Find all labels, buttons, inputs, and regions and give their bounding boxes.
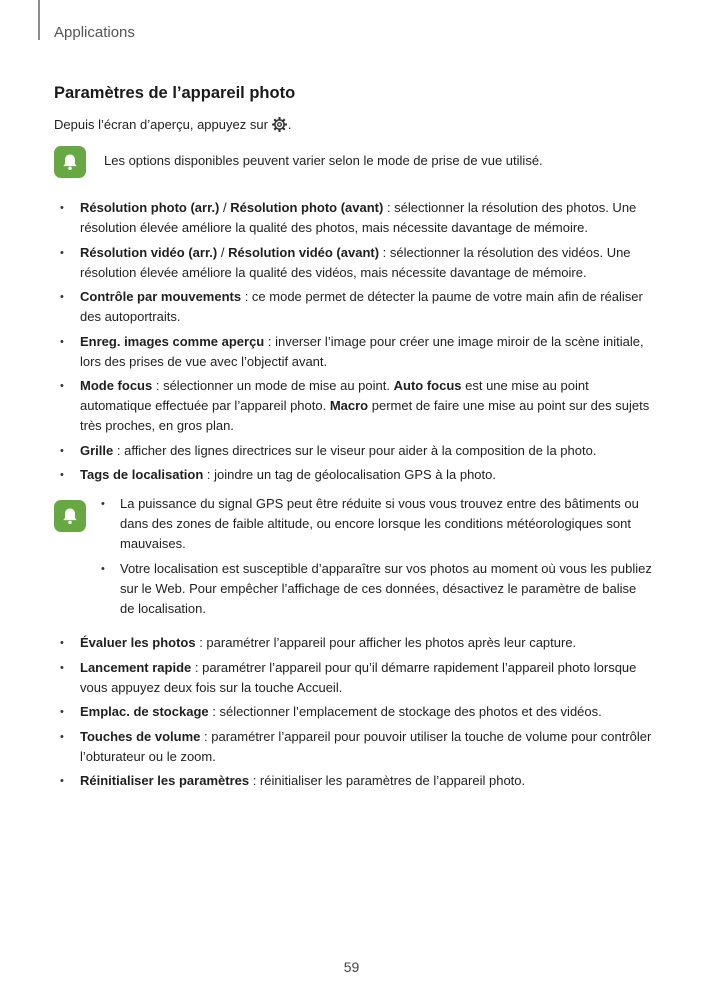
list-item: • Résolution photo (arr.) / Résolution photo (avant) : sélectionner la résolution des photos. Une résolution élevée améliore la qualité des photos, mais nécessite davantage de mémoire. (60, 200, 637, 235)
note-list (96, 494, 652, 624)
note-text: Les options disponibles peuvent varier selon le mode de prise de vue utilisé. (104, 153, 543, 168)
item-term: Grille (80, 442, 114, 458)
item-sep: / (219, 200, 231, 215)
item-term: Enreg. images comme aperçu (80, 333, 265, 349)
list-item: • Réinitialiser les paramètres : réinitialiser les paramètres de l’appareil photo. (60, 773, 526, 788)
item-term: Lancement rapide (80, 659, 192, 675)
item-desc: : ce mode permet de détecter la paume de votre main afin de réaliser des autoportraits. (80, 289, 643, 324)
page-number: 59 (343, 959, 360, 975)
list-item: • Tags de localisation : joindre un tag de géolocalisation GPS à la photo. (60, 467, 496, 482)
item-desc: : sélectionner la résolution des vidéos. Une résolution élevée améliore la qualité des vidéos, mais nécessite davantage de mémoire. (80, 244, 631, 280)
item-term: Emplac. de stockage (80, 704, 209, 719)
item-desc: : afficher des lignes directrices sur le viseur pour aider à la composition de la photo. (113, 442, 597, 458)
item-desc: : sélectionner la résolution des photos. Une résolution élevée améliore la qualité des photos, mais nécessite davantage de mémoire. (80, 200, 637, 235)
item-term: Contrôle par mouvements (80, 289, 242, 304)
note-item-text: Votre localisation est susceptible d’apparaître sur vos photos au moment où vous les publiez sur le Web. Pour empêcher l’affichage de ces données, désactivez le paramètre de balise de localisation. (120, 561, 652, 616)
section-header: Applications (54, 24, 135, 41)
list-item: • Mode focus : sélectionner un mode de mise au point. Auto focus est une mise au point automatique effectuée par l’appareil photo. Macro permet de faire une mise au point sur des sujets très proches, en gros plan. (60, 378, 650, 433)
item-sep: / (217, 244, 229, 260)
item-term: Résolution photo (avant) (230, 200, 384, 215)
item-desc: : paramétrer l’appareil pour pouvoir utiliser la touche de volume pour contrôler l’obturateur ou le zoom. (80, 728, 652, 764)
item-term: Résolution photo (arr.) (80, 200, 220, 215)
note-list-item: • La puissance du signal GPS peut être réduite si vous vous trouvez entre des bâtiments ou dans des zones de faible altitude, ou encore lorsque les conditions météorologiques sont mauvaises. (101, 496, 639, 551)
list-item: • Lancement rapide : paramétrer l’appareil pour qu’il démarre rapidement l’appareil photo lorsque vous appuyez deux fois sur la touche Accueil. (60, 659, 637, 695)
gear-icon (271, 116, 288, 133)
item-desc: : inverser l’image pour créer une image miroir de la scène initiale, lors des prises de vue avec l’objectif avant. (80, 333, 644, 369)
item-term: Macro (329, 398, 369, 413)
item-desc: : joindre un tag de géolocalisation GPS à la photo. (203, 467, 496, 482)
settings-list-a (54, 198, 654, 490)
item-term: Résolution vidéo (arr.) (80, 244, 218, 260)
item-desc: : paramétrer l’appareil pour afficher les photos après leur capture. (195, 635, 577, 650)
item-term: Mode focus (80, 378, 153, 393)
bell-icon (54, 500, 86, 532)
intro-text: Depuis l’écran d’aperçu, appuyez sur (54, 117, 268, 132)
page-title: Paramètres de l’appareil photo (54, 84, 296, 102)
item-desc: permet de faire une mise au point sur des sujets très proches, en gros plan. (80, 398, 650, 433)
list-item: • Emplac. de stockage : sélectionner l’emplacement de stockage des photos et des vidéos. (60, 704, 602, 719)
list-item: • Contrôle par mouvements : ce mode permet de détecter la paume de votre main afin de réaliser des autoportraits. (60, 289, 643, 324)
list-item: • Touches de volume : paramétrer l’appareil pour pouvoir utiliser la touche de volume pour contrôler l’obturateur ou le zoom. (60, 728, 652, 764)
intro-line (54, 116, 292, 133)
list-item: • Enreg. images comme aperçu : inverser l’image pour créer une image miroir de la scène initiale, lors des prises de vue avec l’objectif avant. (60, 333, 644, 369)
note-list-item: • Votre localisation est susceptible d’apparaître sur vos photos au moment où vous les publiez sur le Web. Pour empêcher l’affichage de ces données, désactivez le paramètre de balise de localisation. (101, 561, 652, 616)
item-desc: est une mise au point automatique effectuée par l’appareil photo. (80, 378, 589, 413)
item-desc: : réinitialiser les paramètres de l’appareil photo. (249, 773, 526, 788)
item-desc: : sélectionner un mode de mise au point. (152, 378, 394, 393)
header-rule (38, 0, 40, 40)
settings-list-b (54, 633, 654, 796)
item-term: Réinitialiser les paramètres (80, 773, 250, 788)
item-desc: : sélectionner l’emplacement de stockage des photos et des vidéos. (208, 704, 602, 719)
item-term: Résolution vidéo (avant) (228, 244, 380, 260)
item-term: Tags de localisation (80, 467, 204, 482)
list-item: • Résolution vidéo (arr.) / Résolution vidéo (avant) : sélectionner la résolution des vidéos. Une résolution élevée améliore la qualité des vidéos, mais nécessite davantage de mémoire. (60, 244, 631, 280)
intro-period: . (287, 117, 292, 132)
list-item: • Évaluer les photos : paramétrer l’appareil pour afficher les photos après leur capture. (60, 635, 577, 650)
item-term: Touches de volume (80, 728, 201, 744)
note-item-text: La puissance du signal GPS peut être réduite si vous vous trouvez entre des bâtiments ou dans des zones de faible altitude, ou encore lorsque les conditions météorologiques sont mauvaises. (120, 496, 639, 551)
item-term: Évaluer les photos (80, 635, 196, 650)
list-item: • Grille : afficher des lignes directrices sur le viseur pour aider à la composition de la photo. (60, 442, 597, 458)
bell-icon (54, 146, 86, 178)
item-desc: : paramétrer l’appareil pour qu’il démarre rapidement l’appareil photo lorsque vous appuyez deux fois sur la touche Accueil. (80, 659, 637, 695)
item-term: Auto focus (393, 378, 462, 393)
